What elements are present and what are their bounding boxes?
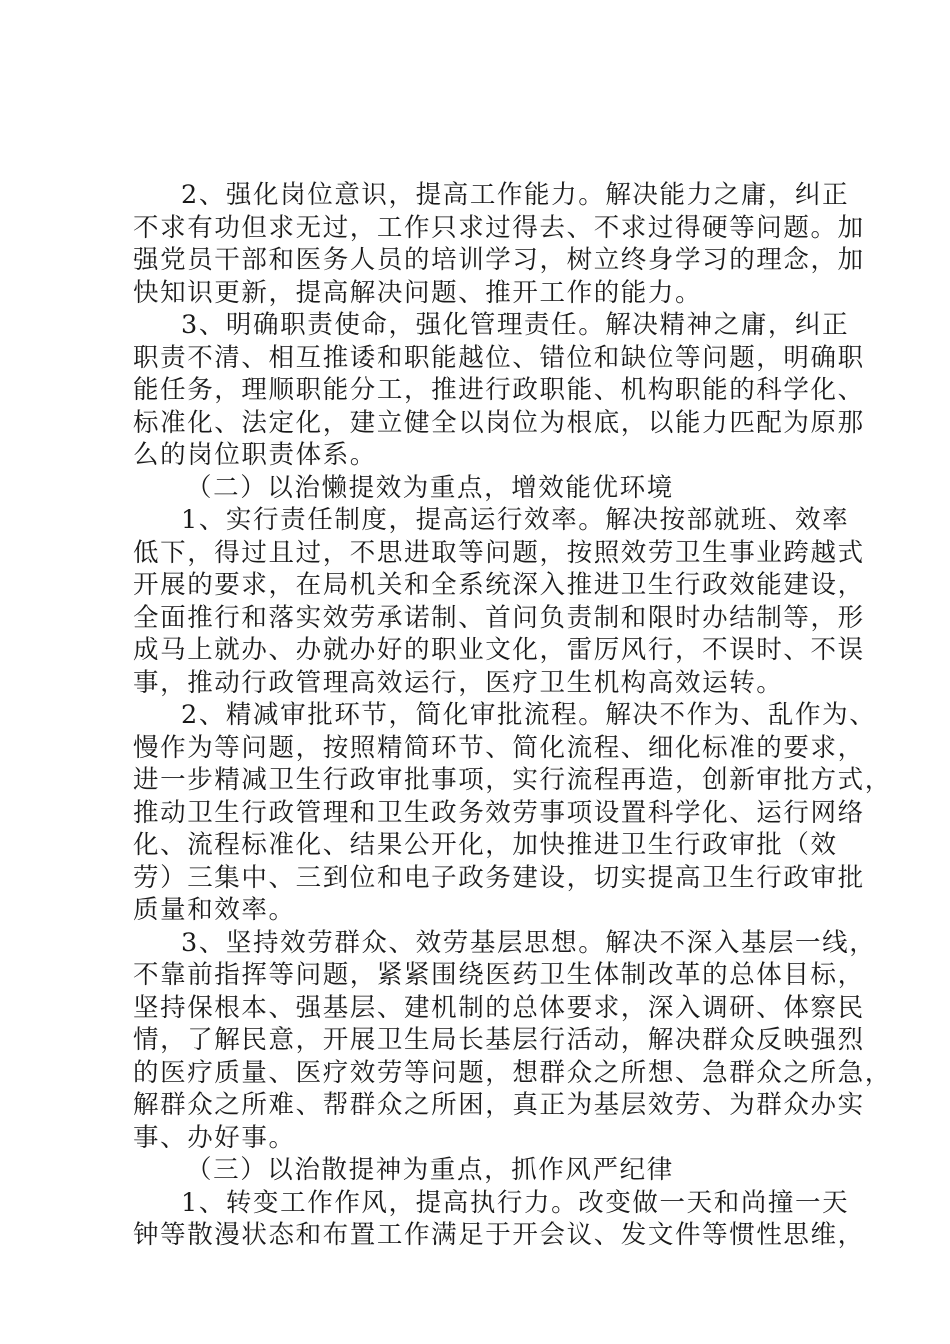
text-line: 1、转变工作作风，提高执行力。改变做一天和尚撞一天 bbox=[181, 1188, 850, 1218]
text-line: 化、流程标准化、结果公开化，加快推进卫生行政审批（效 bbox=[133, 830, 838, 860]
text-line: 强党员干部和医务人员的培训学习，树立终身学习的理念，加 bbox=[133, 245, 865, 275]
text-line: 劳）三集中、三到位和电子政务建设，切实提高卫生行政审批 bbox=[133, 863, 865, 893]
text-line: 事，推动行政管理高效运行，医疗卫生机构高效运转。 bbox=[133, 668, 784, 698]
text-line: 成马上就办、办就办好的职业文化，雷厉风行，不误时、不误 bbox=[133, 635, 865, 665]
text-line: 能任务，理顺职能分工，推进行政职能、机构职能的科学化、 bbox=[133, 375, 865, 405]
section-heading: （三）以治散提神为重点，抓作风严纪律 bbox=[186, 1155, 674, 1185]
text-line: 不求有功但求无过，工作只求过得去、不求过得硬等问题。加 bbox=[133, 213, 865, 243]
section-heading: （二）以治懒提效为重点，增效能优环境 bbox=[186, 473, 674, 503]
text-line: 坚持保根本、强基层、建机制的总体要求，深入调研、体察民 bbox=[133, 993, 865, 1023]
text-line: 2、精减审批环节，简化审批流程。解决不作为、乱作为、 bbox=[181, 700, 877, 730]
text-line: 3、坚持效劳群众、效劳基层思想。解决不深入基层一线， bbox=[181, 928, 877, 958]
text-line: 职责不清、相互推诿和职能越位、错位和缺位等问题，明确职 bbox=[133, 343, 865, 373]
text-line: 慢作为等问题，按照精简环节、简化流程、细化标准的要求， bbox=[133, 733, 865, 763]
text-line: 1、实行责任制度，提高运行效率。解决按部就班、效率 bbox=[181, 505, 850, 535]
text-line: 2、强化岗位意识，提高工作能力。解决能力之庸，纠正 bbox=[181, 180, 850, 210]
text-line: 解群众之所难、帮群众之所困，真正为基层效劳、为群众办实 bbox=[133, 1090, 865, 1120]
text-line: 事、办好事。 bbox=[133, 1123, 296, 1153]
text-line: 情，了解民意，开展卫生局长基层行活动，解决群众反映强烈 bbox=[133, 1025, 865, 1055]
text-line: 标准化、法定化，建立健全以岗位为根底，以能力匹配为原那 bbox=[133, 408, 865, 438]
text-line: 推动卫生行政管理和卫生政务效劳事项设置科学化、运行网络 bbox=[133, 798, 865, 828]
text-line: 快知识更新，提高解决问题、推开工作的能力。 bbox=[133, 278, 703, 308]
text-line: 3、明确职责使命，强化管理责任。解决精神之庸，纠正 bbox=[181, 310, 850, 340]
text-line: 么的岗位职责体系。 bbox=[133, 440, 377, 470]
text-line: 钟等散漫状态和布置工作满足于开会议、发文件等惯性思维， bbox=[133, 1220, 865, 1250]
text-line: 进一步精减卫生行政审批事项，实行流程再造，创新审批方式， bbox=[133, 765, 892, 795]
text-line: 不靠前指挥等问题，紧紧围绕医药卫生体制改革的总体目标， bbox=[133, 960, 865, 990]
text-line: 开展的要求，在局机关和全系统深入推进卫生行政效能建设， bbox=[133, 570, 865, 600]
text-line: 全面推行和落实效劳承诺制、首问负责制和限时办结制等，形 bbox=[133, 603, 865, 633]
text-line: 的医疗质量、医疗效劳等问题，想群众之所想、急群众之所急， bbox=[133, 1058, 892, 1088]
text-line: 低下，得过且过，不思进取等问题，按照效劳卫生事业跨越式 bbox=[133, 538, 865, 568]
text-line: 质量和效率。 bbox=[133, 895, 296, 925]
